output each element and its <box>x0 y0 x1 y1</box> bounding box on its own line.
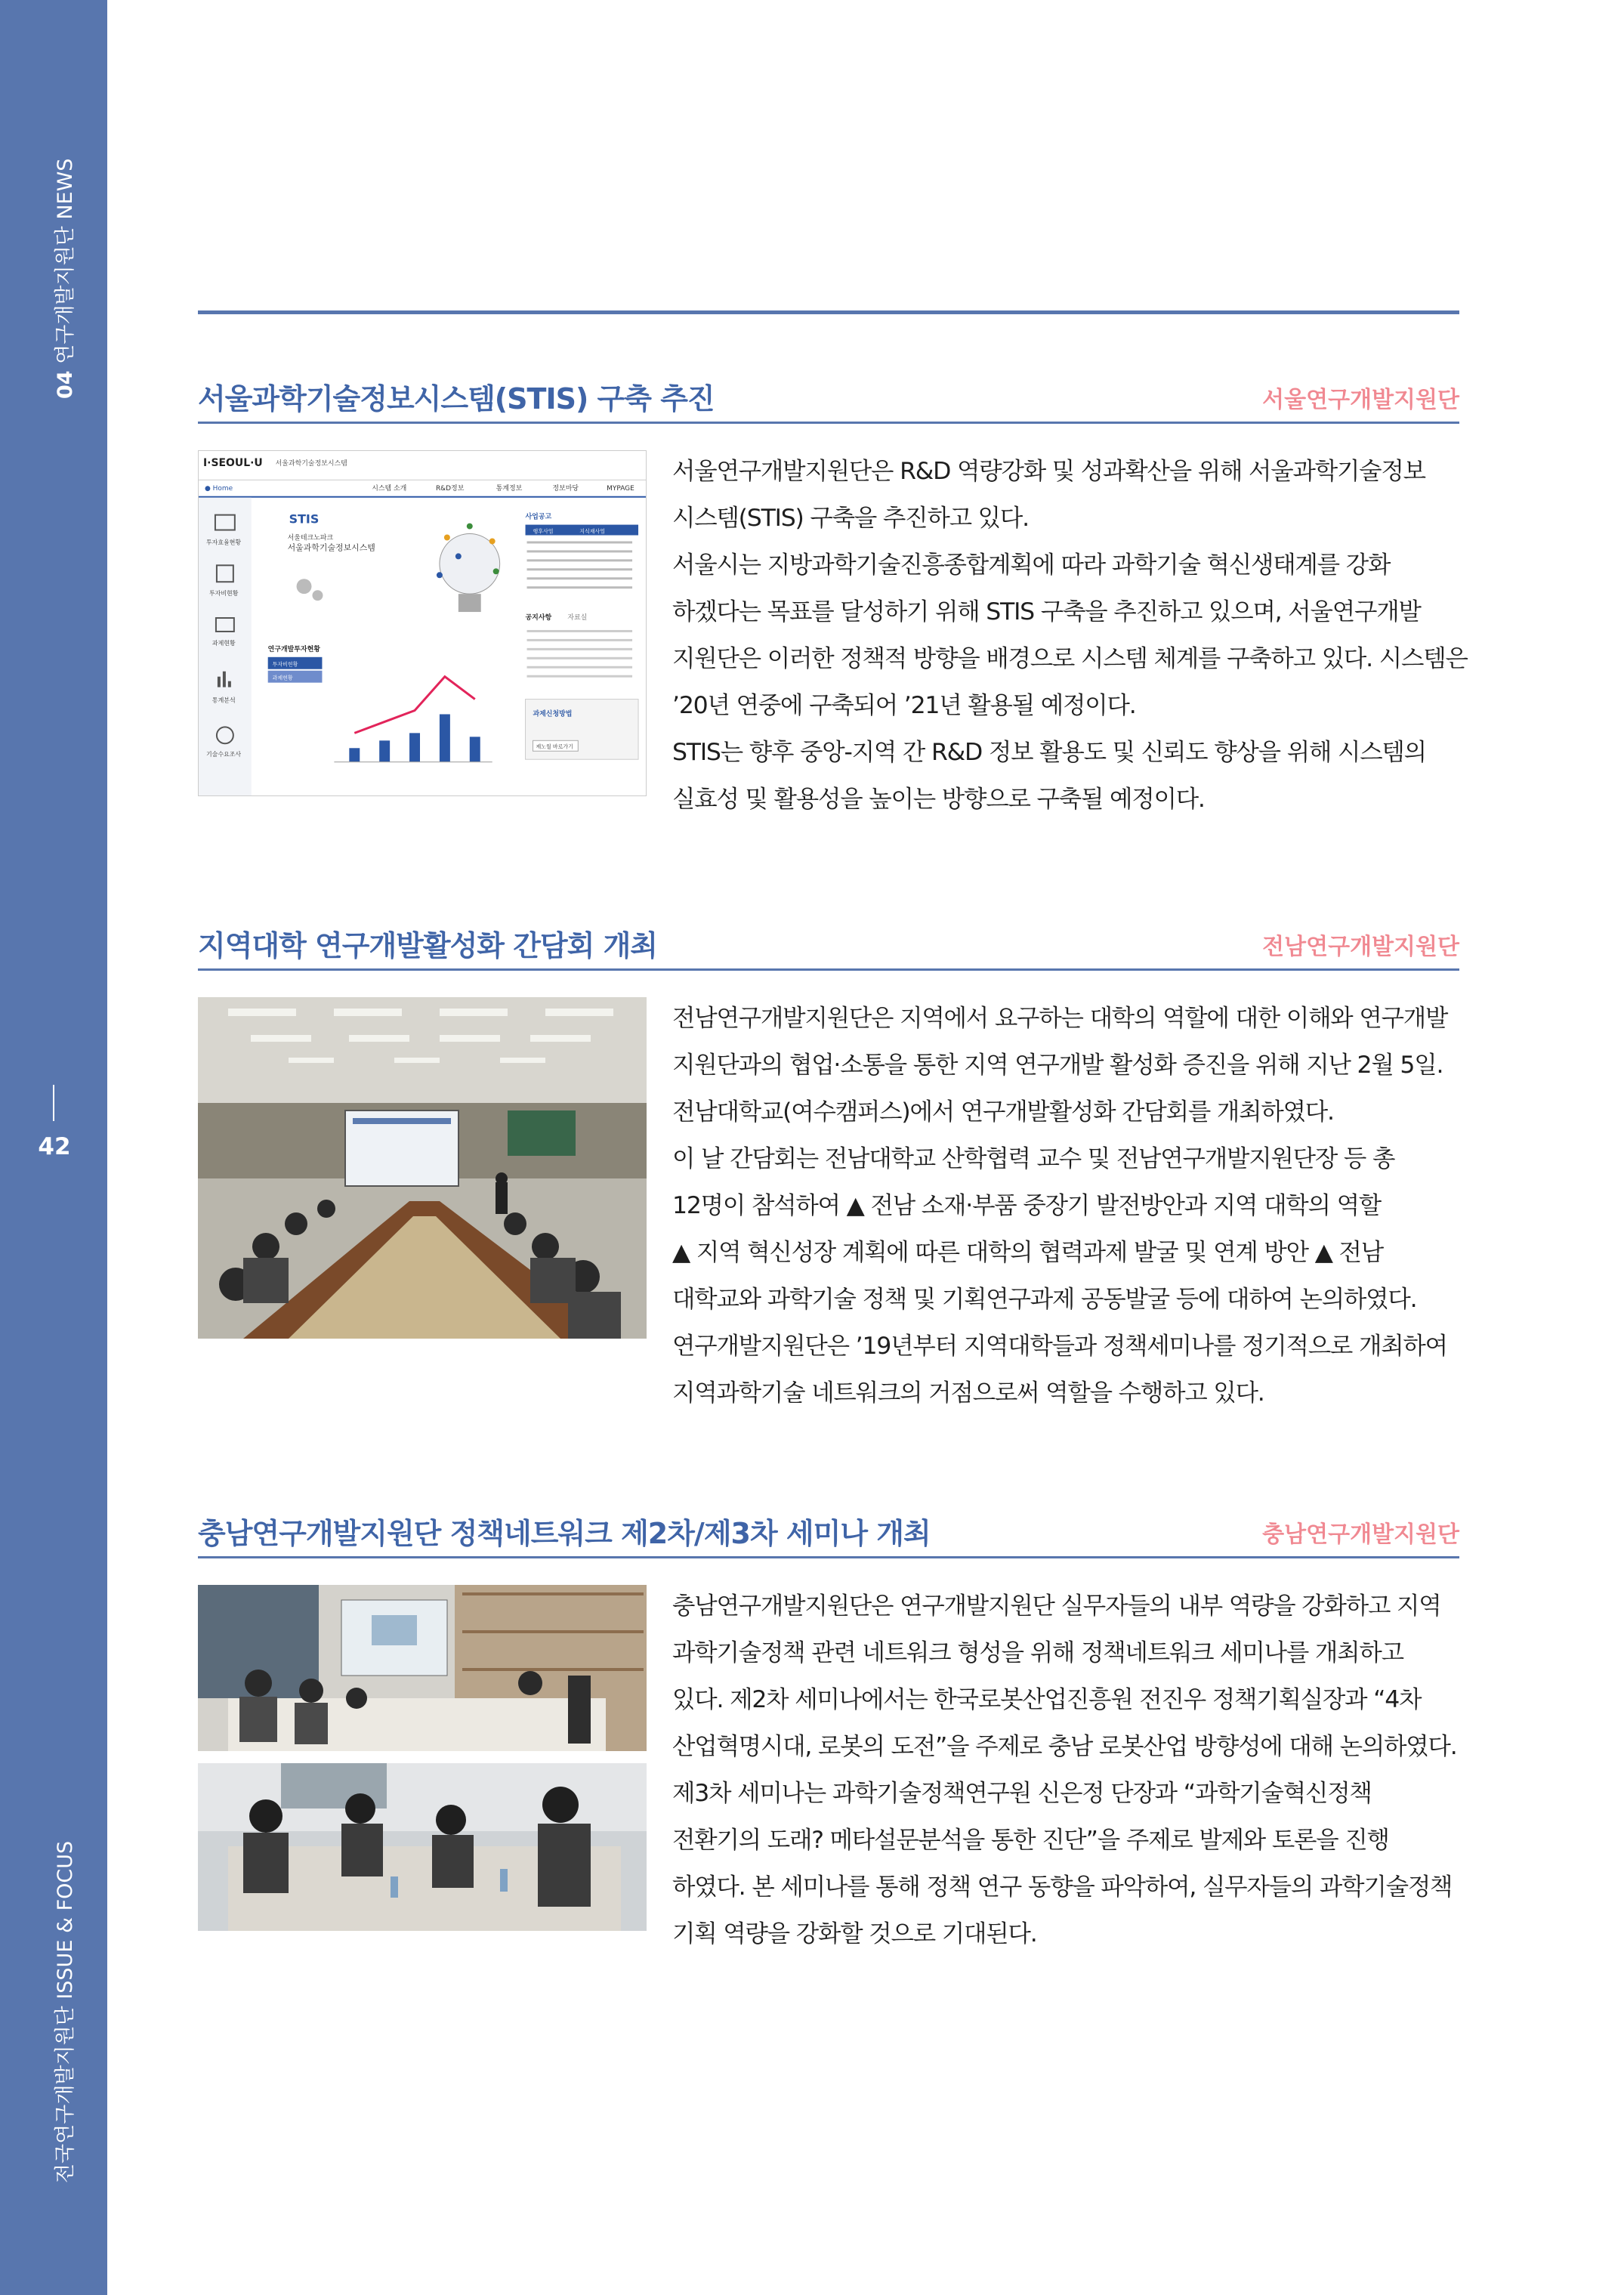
stis-logo: I·SEOUL·U <box>202 456 263 469</box>
stis-site-name: 서울과학기술정보시스템 <box>275 459 347 468</box>
paragraph-line: 있다. 제2차 세미나에서는 한국로봇산업진흥원 전진우 정책기획실장과 “4차 <box>672 1686 1422 1713</box>
page-number-divider <box>53 1085 54 1121</box>
paragraph-line: 충남연구개발지원단은 연구개발지원단 실무자들의 내부 역량을 강화하고 지역 <box>672 1592 1441 1620</box>
paragraph-line: 서울시는 지방과학기술진흥종합계획에 따라 과학기술 혁신생태계를 강화 <box>672 551 1391 579</box>
section-body <box>672 448 1468 823</box>
stis-nav-1: R&D정보 <box>435 484 465 493</box>
stis-news-title: 공지사항 <box>525 614 552 622</box>
chapter-label <box>48 159 78 399</box>
section-seoul <box>198 375 1468 813</box>
stis-nav-4: MYPAGE <box>607 484 634 493</box>
stis-side-2: 과제현황 <box>211 639 236 647</box>
section-header <box>198 375 1459 424</box>
section-title: 지역대학 연구개발활성화 간담회 개최 <box>198 929 658 962</box>
publication-title: 전국연구개발지원단 ISSUE & FOCUS <box>54 1840 77 2183</box>
paragraph-line: 시스템(STIS) 구축을 추진하고 있다. <box>672 505 1029 532</box>
stis-banner-brand: STIS <box>289 511 320 527</box>
section-title: 충남연구개발지원단 정책네트워크 제2차/제3차 세미나 개최 <box>198 1517 931 1550</box>
paragraph-line: ▲ 지역 혁신성장 계획에 따른 대학의 협력과제 발굴 및 연계 방안 ▲ 전남 <box>672 1239 1383 1266</box>
stis-banner-line2: 서울과학기술정보시스템 <box>287 542 375 553</box>
chapter-number: 04 <box>54 370 77 399</box>
paragraph-line: 전남대학교(여수캠퍼스)에서 연구개발활성화 간담회를 개최하였다. <box>672 1098 1334 1126</box>
stis-nav-0: 시스템 소개 <box>372 484 407 493</box>
stis-nav-3: 정보마당 <box>552 484 579 493</box>
paragraph-line: 전환기의 도래? 메타설문분석을 통한 진단”을 주제로 발제와 토론을 진행 <box>672 1827 1389 1854</box>
section-org: 서울연구개발지원단 <box>1262 387 1459 413</box>
seminar-photo-2 <box>198 1763 647 1931</box>
section-body <box>672 1583 1459 1957</box>
paragraph-line: 기획 역량을 강화할 것으로 기대된다. <box>672 1920 1037 1948</box>
paragraph-line: 서울연구개발지원단은 R&D 역량강화 및 성과확산을 위해 서울과학기술정보 <box>672 458 1425 485</box>
stis-chart-tab-0: 투자비현황 <box>272 661 298 668</box>
stis-screenshot-graphic <box>199 451 646 795</box>
section-body <box>672 995 1459 1416</box>
paragraph-line: 하였다. 본 세미나를 통해 정책 연구 동향을 파악하여, 실무자들의 과학기술정책 <box>672 1873 1453 1901</box>
stis-news-tab: 자료실 <box>567 614 588 622</box>
stis-apply-button: 제노월 바로가기 <box>536 743 573 750</box>
paragraph-line: ’20년 연중에 구축되어 ’21년 활용될 예정이다. <box>672 692 1136 719</box>
page-number: 42 <box>38 1133 71 1160</box>
stis-home-link: ● Home <box>204 484 233 493</box>
top-divider <box>198 310 1459 314</box>
seminar-photo-2-graphic <box>198 1763 647 1931</box>
stis-notice-tab-1: 지식재사업 <box>579 528 605 535</box>
stis-notice-title: 사업공고 <box>525 513 552 521</box>
paragraph-line: STIS는 향후 중앙-지역 간 R&D 정보 활용도 및 신뢰도 향상을 위해 시스템의 <box>672 739 1426 766</box>
paragraph-line: 실효성 및 활용성을 높이는 방향으로 구축될 예정이다. <box>672 786 1205 813</box>
stis-apply-title: 과제신청방법 <box>533 710 573 718</box>
chapter-title: 연구개발지원단 NEWS <box>54 158 77 364</box>
paragraph-line: 지역과학기술 네트워크의 거점으로써 역할을 수행하고 있다. <box>672 1379 1264 1407</box>
paragraph-line: 하겠다는 목표를 달성하기 위해 STIS 구축을 추진하고 있으며, 서울연구개발 <box>672 598 1421 625</box>
seminar-photo-1-graphic <box>198 1585 647 1751</box>
stis-side-1: 투자비현황 <box>208 590 239 598</box>
meeting-photo <box>198 997 647 1339</box>
section-org: 전남연구개발지원단 <box>1262 934 1459 960</box>
stis-nav-2: 통계정보 <box>496 484 523 493</box>
paragraph-line: 제3차 세미나는 과학기술정책연구원 신은정 단장과 “과학기술혁신정책 <box>672 1780 1372 1807</box>
seminar-photo-1 <box>198 1585 647 1751</box>
paragraph-line: 대학교와 과학기술 정책 및 기획연구과제 공동발굴 등에 대하여 논의하였다. <box>672 1286 1417 1313</box>
section-org: 충남연구개발지원단 <box>1262 1521 1459 1548</box>
stis-side-3: 통계분석 <box>211 697 236 704</box>
stis-banner-line1: 서울테크노파크 <box>287 534 334 542</box>
stis-chart-title: 연구개발투자현황 <box>267 645 320 653</box>
paragraph-line: 전남연구개발지원단은 지역에서 요구하는 대학의 역할에 대한 이해와 연구개발 <box>672 1005 1448 1032</box>
stis-chart-tab-1: 과제현황 <box>272 675 293 681</box>
section-jeonnam <box>198 922 1459 1407</box>
section-header <box>198 922 1459 971</box>
paragraph-line: 지원단은 이러한 정책적 방향을 배경으로 시스템 체계를 구축하고 있다. 시스템은 <box>672 645 1468 672</box>
paragraph-line: 연구개발지원단은 ’19년부터 지역대학들과 정책세미나를 정기적으로 개최하여 <box>672 1333 1447 1360</box>
stis-notice-tab-0: 행후사업 <box>533 528 554 535</box>
paragraph-line: 12명이 참석하여 ▲ 전남 소재·부품 중장기 발전방안과 지역 대학의 역할 <box>672 1192 1382 1219</box>
stis-screenshot <box>198 450 647 796</box>
section-title: 서울과학기술정보시스템(STIS) 구축 추진 <box>198 382 715 415</box>
paragraph-line: 지원단과의 협업·소통을 통한 지역 연구개발 활성화 증진을 위해 지난 2월 5일. <box>672 1052 1443 1079</box>
section-header <box>198 1509 1459 1558</box>
paragraph-line: 산업혁명시대, 로봇의 도전”을 주제로 충남 로봇산업 방향성에 대해 논의하였다. <box>672 1733 1457 1760</box>
paragraph-line: 과학기술정책 관련 네트워크 형성을 위해 정책네트워크 세미나를 개최하고 <box>672 1639 1403 1666</box>
paragraph-line: 이 날 간담회는 전남대학교 산학협력 교수 및 전남연구개발지원단장 등 총 <box>672 1145 1395 1172</box>
stis-side-0: 투자효율현황 <box>205 539 242 546</box>
meeting-photo-graphic <box>198 997 647 1339</box>
section-chungnam <box>198 1509 1459 1948</box>
stis-side-4: 기술수요조사 <box>205 751 242 758</box>
